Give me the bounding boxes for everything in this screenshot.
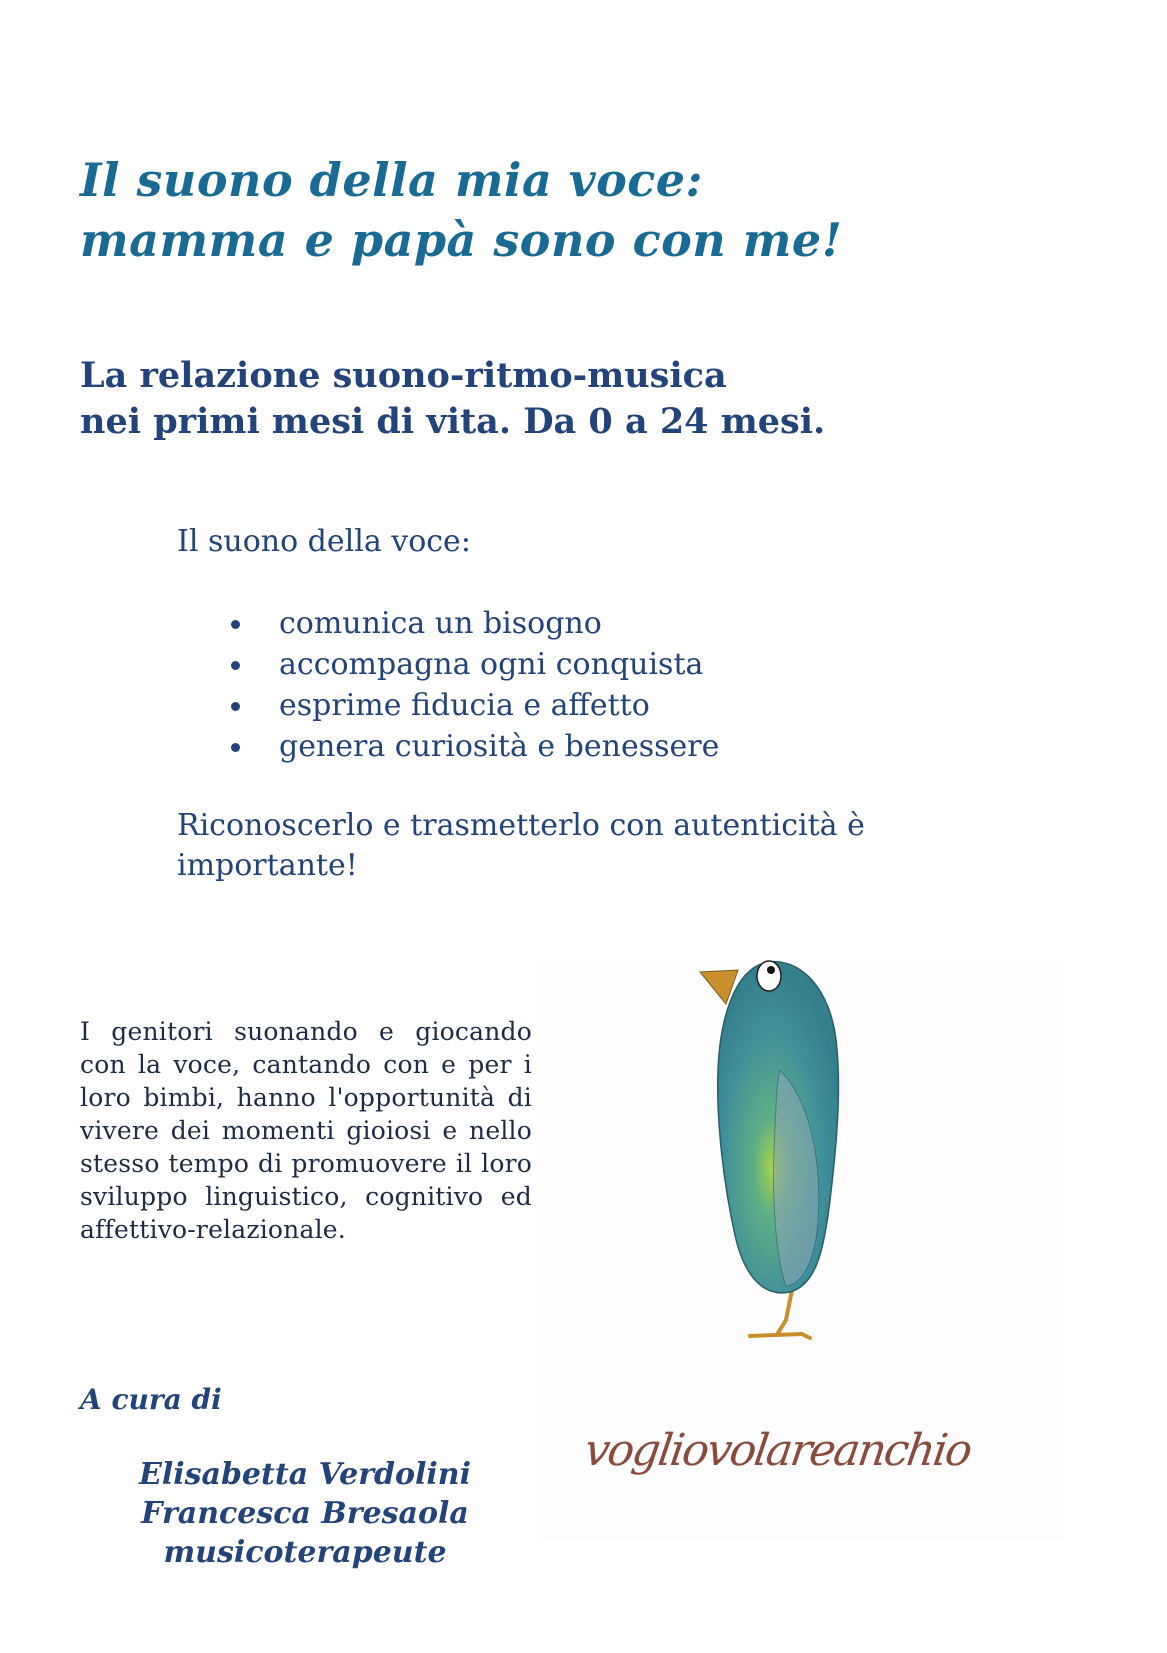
artist-signature: vogliovolareanchio — [581, 1425, 974, 1476]
bullet-text: genera curiosità e benessere — [279, 729, 720, 764]
author-name: Francesca Bresaola — [141, 1496, 469, 1531]
title-line-2: mamma e papà sono con me! — [80, 213, 843, 267]
bullet-dot-icon — [231, 743, 240, 752]
bullet-item — [227, 603, 719, 644]
bullet-dot-icon — [231, 620, 240, 629]
author-role: musicoterapeute — [163, 1535, 447, 1570]
bullet-text: comunica un bisogno — [279, 606, 602, 641]
bullet-dot-icon — [231, 702, 240, 711]
bird-foot — [750, 1334, 810, 1338]
author-name: Elisabetta Verdolini — [138, 1457, 472, 1492]
subtitle-line-1: La relazione suono-ritmo-musica — [80, 355, 727, 396]
page-title — [80, 150, 842, 270]
bird-leg — [778, 1290, 792, 1333]
voice-intro: Il suono della voce: — [177, 524, 471, 559]
credits-label: A cura di — [80, 1383, 222, 1416]
title-line-1: Il suono della mia voce: — [80, 153, 704, 207]
bird-pupil — [767, 966, 775, 974]
page-subtitle — [80, 353, 825, 445]
description-paragraph: I genitori suonando e giocando con la voce, cantando con e per i loro bimbi, hanno l'opportunità di vivere dei momenti gioiosi e nello stesso tempo di promuovere il loro sviluppo linguistico, cognitivo ed affettivo-relazionale. — [80, 1017, 532, 1244]
bullet-item — [227, 726, 719, 767]
subtitle-line-2: nei primi mesi di vita. Da 0 a 24 mesi. — [80, 401, 826, 442]
importance-statement: Riconoscerlo e trasmetterlo con autenticità è importante! — [177, 808, 865, 883]
bullet-text: accompagna ogni conquista — [279, 647, 704, 682]
bullet-item — [227, 685, 719, 726]
authors-block — [120, 1455, 490, 1572]
bullet-text: esprime fiducia e affetto — [279, 688, 650, 723]
bullet-dot-icon — [231, 661, 240, 670]
voice-bullet-list — [227, 603, 719, 767]
bird-eye — [757, 961, 781, 991]
bullet-item — [227, 644, 719, 685]
